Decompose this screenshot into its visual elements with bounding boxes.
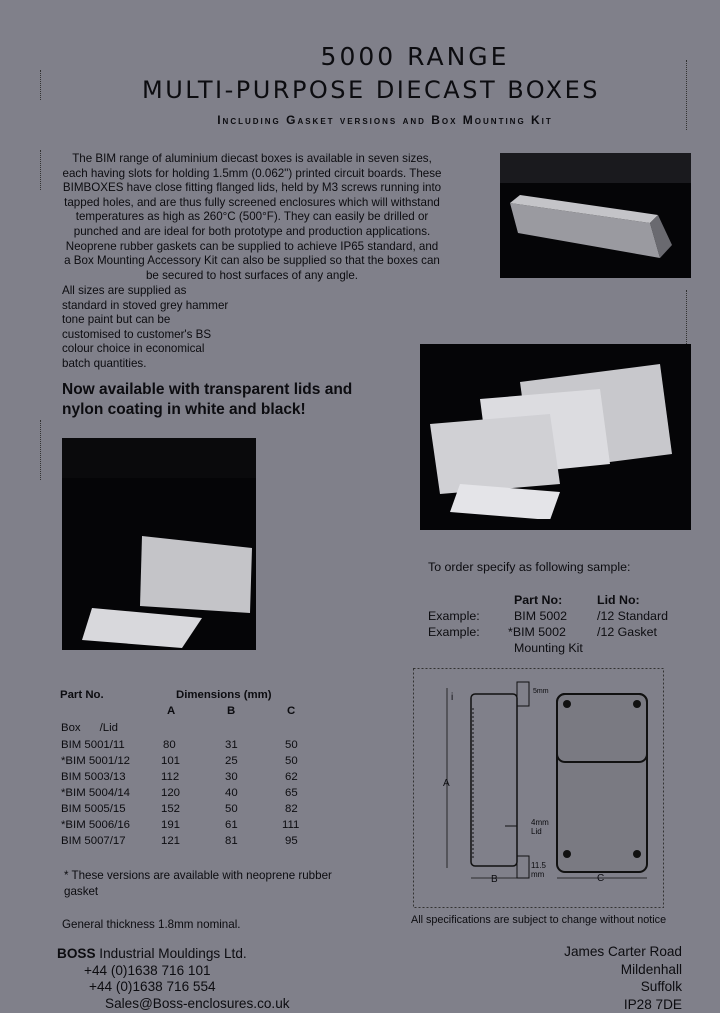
diagram-label-b: B (491, 874, 498, 885)
table-row-a: 101 (161, 755, 181, 767)
page-title: 5000 RANGE (320, 42, 510, 71)
margin-mark (40, 420, 41, 480)
margin-mark (40, 150, 41, 190)
page-subtitle: MULTI-PURPOSE DIECAST BOXES (141, 76, 600, 104)
margin-mark (686, 290, 687, 350)
diagram-lid-label: 4mm Lid (531, 818, 549, 836)
table-row-a: 80 (163, 739, 176, 751)
table-row-a: 112 (161, 771, 180, 783)
address-line: Mildenhall (620, 961, 682, 977)
col-a-header: A (167, 705, 176, 717)
address-line: James Carter Road (564, 944, 682, 959)
example-lid: /12 Gasket (597, 625, 657, 639)
table-row-b: 61 (225, 819, 238, 831)
change-notice: All specifications are subject to change without notice (411, 914, 667, 926)
address-block (564, 943, 682, 1013)
table-row-c: 50 (285, 755, 298, 767)
col-c-header: C (287, 705, 296, 717)
table-row-part: BIM 5003/13 (61, 771, 126, 783)
company-name-bold: BOSS (57, 946, 96, 961)
table-row-b: 40 (225, 787, 238, 799)
phone: +44 (0)1638 716 101 (84, 962, 211, 978)
table-part-header: Part No. (60, 689, 104, 701)
table-row-part: *BIM 5004/14 (61, 787, 131, 799)
table-row-b: 31 (225, 739, 238, 751)
example-label: Example: (428, 625, 480, 639)
table-dims-header: Dimensions (mm) (176, 689, 272, 701)
dimension-diagram (413, 668, 664, 908)
table-row-c: 82 (285, 803, 298, 815)
company-contact (57, 946, 290, 1012)
table-row-part: BIM 5001/11 (61, 739, 125, 751)
table-row-c: 95 (285, 835, 298, 847)
box-photo-2 (420, 344, 691, 530)
example-label: Example: (428, 609, 480, 623)
diagram-label-a: A (443, 778, 450, 789)
box-photo-1 (500, 153, 691, 278)
example-lid: /12 Standard (597, 609, 668, 623)
email-link[interactable]: Sales@Boss-enclosures.co.uk (105, 995, 290, 1011)
table-row-c: 62 (285, 771, 298, 783)
table-row-part: BIM 5005/15 (61, 803, 126, 815)
table-row-part: BIM 5007/17 (61, 835, 126, 847)
table-row-part: *BIM 5006/16 (61, 819, 131, 831)
table-row-b: 30 (225, 771, 238, 783)
table-row-a: 152 (161, 803, 181, 815)
example-part: *BIM 5002 (508, 625, 566, 639)
table-row-part: *BIM 5001/12 (61, 755, 131, 767)
mounting-kit-label: Mounting Kit (514, 641, 583, 655)
order-intro: To order specify as following sample: (428, 560, 631, 574)
diagram-label-i: i (451, 692, 454, 703)
table-row-a: 121 (161, 835, 181, 847)
diagram-gap-label: 11.5 mm (531, 861, 546, 879)
page-tagline: Including Gasket versions and Box Mounting Kit (217, 113, 553, 127)
table-row-b: 25 (225, 755, 238, 767)
address-line: IP28 7DE (623, 996, 682, 1012)
highlight-text: Now available with transparent lids and nylon coating in white and black! (62, 381, 353, 418)
table-row-c: 111 (282, 819, 300, 831)
example-part: BIM 5002 (514, 609, 568, 623)
company-name-rest: Industrial Mouldings Ltd. (95, 946, 247, 961)
table-row-c: 50 (285, 739, 298, 751)
order-part-header: Part No: (514, 593, 563, 607)
table-row-b: 50 (225, 803, 238, 815)
diagram-side-label: 5mm (533, 688, 549, 695)
table-subhead: Box /Lid (61, 722, 118, 734)
address-line: Suffolk (640, 979, 682, 995)
thickness-note: General thickness 1.8mm nominal. (62, 918, 241, 931)
diagram-label-c: C (597, 873, 605, 884)
gasket-note: * These versions are available with neoprene rubber gasket (64, 869, 332, 898)
table-row-c: 65 (285, 787, 298, 799)
table-row-a: 191 (161, 819, 181, 831)
table-row-b: 81 (225, 835, 238, 847)
paint-paragraph: All sizes are supplied as standard in stoved grey hammer tone paint but can be customised to customer's BS colour choice in economical batch quantities. (62, 284, 229, 370)
table-row-a: 120 (161, 787, 181, 799)
order-lid-header: Lid No: (597, 593, 640, 607)
fax: +44 (0)1638 716 554 (89, 979, 216, 995)
col-b-header: B (227, 705, 236, 717)
box-photo-3 (62, 438, 256, 650)
intro-paragraph: The BIM range of aluminium diecast boxes is available in seven sizes, each having slots for holding 1.5mm (0.062") printed circuit boards. These BIMBOXES have close fitting flanged lids, held by M3 screws running into tapped holes, and are thus fully screened enclosures which will withstand temperatures as high as 260°C (500°F). They can easily be drilled or punched and are ideal for both prototype and production applications. Neoprene rubber gaskets can be supplied to achieve IP65 standard, and a Box Mounting Accessory Kit can also be supplied so that the boxes can be secured to host surfaces of any angle. (62, 152, 442, 282)
